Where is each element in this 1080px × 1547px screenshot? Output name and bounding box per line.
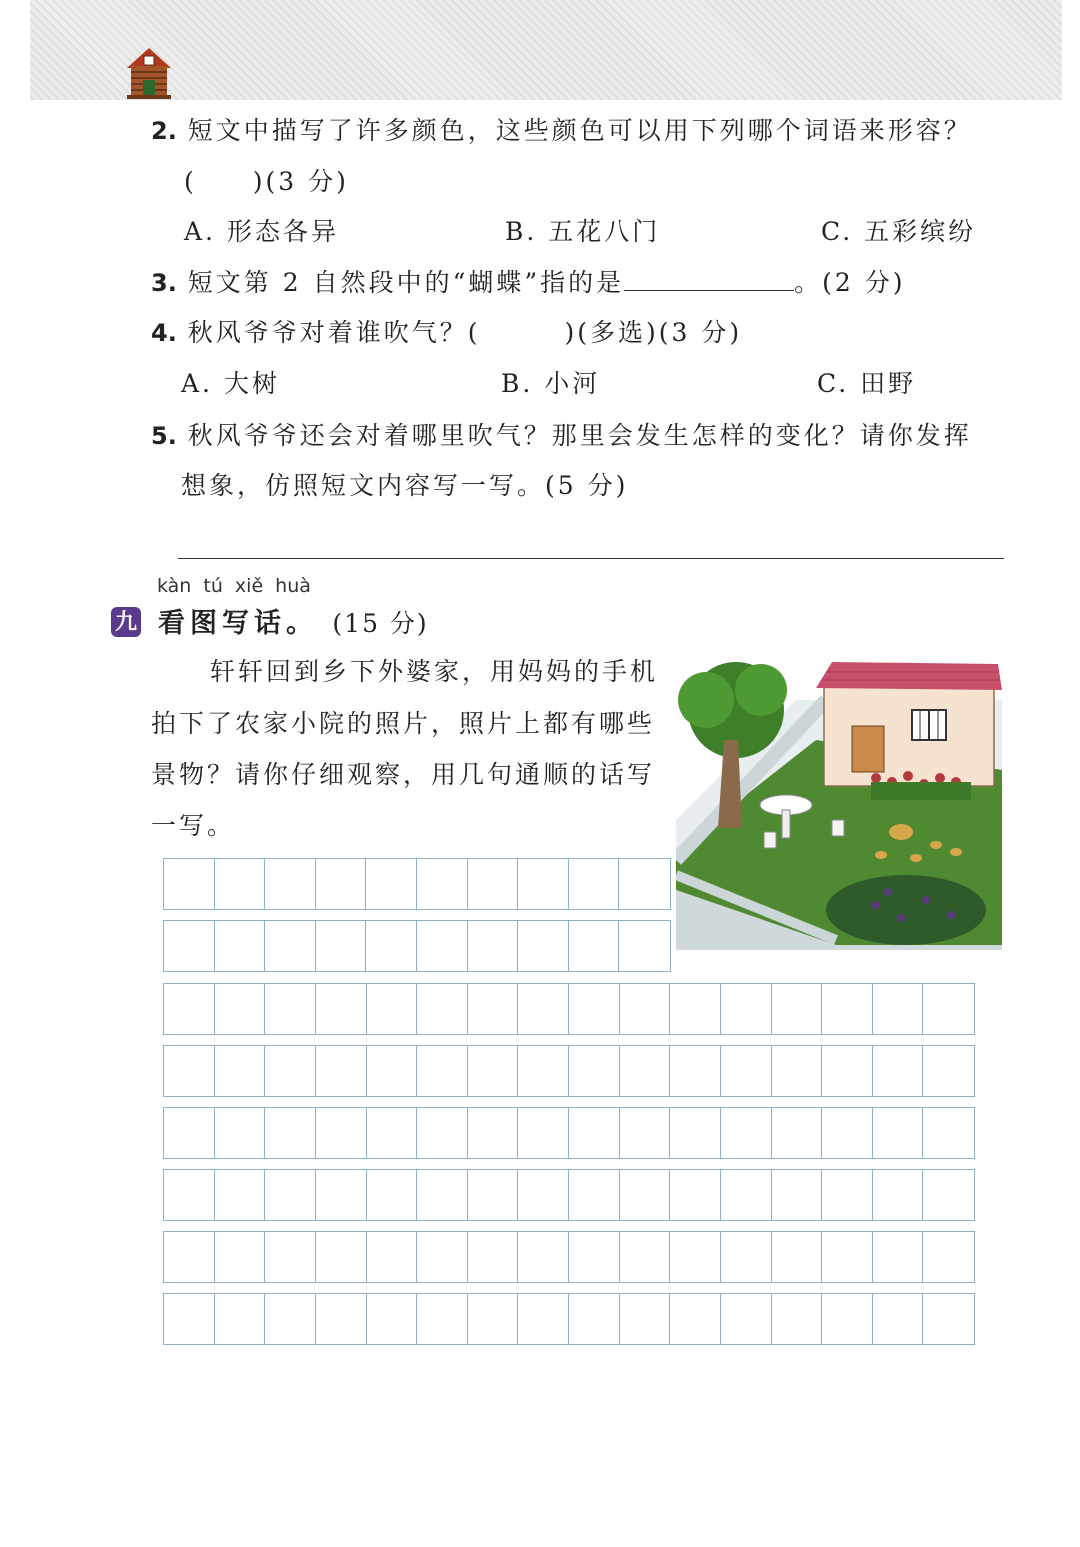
- q2-answer-paren: ( )(3 分): [184, 167, 349, 196]
- grid-cell[interactable]: [923, 1294, 974, 1344]
- grid-cell[interactable]: [367, 1294, 418, 1344]
- grid-cell[interactable]: [164, 1232, 215, 1282]
- grid-cell[interactable]: [468, 984, 519, 1034]
- grid-cell[interactable]: [670, 1046, 721, 1096]
- grid-cell[interactable]: [721, 1294, 772, 1344]
- grid-cell[interactable]: [316, 1170, 367, 1220]
- q2-option-b: B. 五花八门: [505, 217, 661, 246]
- grid-cell[interactable]: [569, 984, 620, 1034]
- grid-cell[interactable]: [620, 1294, 671, 1344]
- q5-line1: 秋风爷爷还会对着哪里吹气？那里会发生怎样的变化？请你发挥: [187, 421, 972, 450]
- writing-grid-row-3[interactable]: [163, 983, 975, 1035]
- q4-option-c: C. 田野: [817, 369, 917, 398]
- section-number-badge: 九: [111, 607, 141, 637]
- grid-cell[interactable]: [569, 1232, 620, 1282]
- grid-cell[interactable]: [164, 1170, 215, 1220]
- grid-cell[interactable]: [721, 1108, 772, 1158]
- grid-cell[interactable]: [164, 921, 215, 971]
- grid-cell[interactable]: [620, 1232, 671, 1282]
- q3-score: 。(2 分): [794, 268, 906, 297]
- grid-cell[interactable]: [468, 859, 519, 909]
- grid-cell[interactable]: [215, 859, 266, 909]
- grid-cell[interactable]: [822, 1046, 873, 1096]
- q4-text: [151, 313, 742, 349]
- grid-cell[interactable]: [164, 1108, 215, 1158]
- grid-cell[interactable]: [620, 984, 671, 1034]
- grid-cell[interactable]: [265, 984, 316, 1034]
- grid-cell[interactable]: [367, 1046, 418, 1096]
- q2-option-c: C. 五彩缤纷: [821, 217, 977, 246]
- grid-cell[interactable]: [265, 1294, 316, 1344]
- grid-cell[interactable]: [721, 1046, 772, 1096]
- grid-cell[interactable]: [923, 984, 974, 1034]
- grid-cell[interactable]: [772, 984, 823, 1034]
- q5-number: 5.: [151, 422, 177, 450]
- grid-cell[interactable]: [316, 859, 367, 909]
- grid-cell[interactable]: [417, 1294, 468, 1344]
- q4-question: 秋风爷爷对着谁吹气？( )(多选)(3 分): [187, 318, 743, 347]
- grid-cell[interactable]: [772, 1232, 823, 1282]
- grid-cell[interactable]: [316, 1294, 367, 1344]
- grid-cell[interactable]: [620, 1108, 671, 1158]
- grid-cell[interactable]: [468, 1294, 519, 1344]
- grid-cell[interactable]: [417, 1170, 468, 1220]
- writing-grid-row-2[interactable]: [163, 920, 671, 972]
- grid-cell[interactable]: [417, 921, 468, 971]
- writing-grid-row-1[interactable]: [163, 858, 671, 910]
- q3-text: [151, 263, 906, 299]
- grid-cell[interactable]: [164, 859, 215, 909]
- grid-cell[interactable]: [518, 1232, 569, 1282]
- grid-cell[interactable]: [215, 1108, 266, 1158]
- q3-question: 短文第 2 自然段中的“蝴蝶”指的是: [187, 268, 625, 297]
- grid-cell[interactable]: [670, 1232, 721, 1282]
- grid-cell[interactable]: [923, 1170, 974, 1220]
- grid-cell[interactable]: [822, 1232, 873, 1282]
- grid-cell[interactable]: [822, 1108, 873, 1158]
- grid-cell[interactable]: [367, 1170, 418, 1220]
- grid-cell[interactable]: [569, 1108, 620, 1158]
- grid-cell[interactable]: [215, 921, 266, 971]
- grid-cell[interactable]: [518, 1046, 569, 1096]
- grid-cell[interactable]: [316, 984, 367, 1034]
- grid-cell[interactable]: [367, 1108, 418, 1158]
- q2-number: 2.: [151, 117, 177, 145]
- grid-cell[interactable]: [620, 1046, 671, 1096]
- q5-line2: 想象，仿照短文内容写一写。(5 分): [181, 471, 629, 500]
- q4-option-a: A. 大树: [181, 369, 280, 398]
- q2-option-a: A. 形态各异: [184, 217, 339, 246]
- grid-cell[interactable]: [772, 1170, 823, 1220]
- writing-grid-row-6[interactable]: [163, 1169, 975, 1221]
- grid-cell[interactable]: [215, 984, 266, 1034]
- grid-cell[interactable]: [569, 1294, 620, 1344]
- q2-question: 短文中描写了许多颜色，这些颜色可以用下列哪个词语来形容？: [187, 116, 972, 145]
- grid-cell[interactable]: [518, 1294, 569, 1344]
- grid-cell[interactable]: [822, 1294, 873, 1344]
- section-score: (15 分): [332, 609, 429, 638]
- grid-cell[interactable]: [417, 1046, 468, 1096]
- grid-cell[interactable]: [265, 859, 316, 909]
- section-pinyin: kàn tú xiě huà: [157, 575, 311, 597]
- q4-number: 4.: [151, 319, 177, 347]
- grid-cell[interactable]: [215, 1232, 266, 1282]
- grid-cell[interactable]: [518, 984, 569, 1034]
- prompt-line-3: 景物？请你仔细观察，用几句通顺的话写: [151, 760, 656, 789]
- grid-cell[interactable]: [873, 1108, 924, 1158]
- grid-cell[interactable]: [265, 1170, 316, 1220]
- q2-text: [151, 111, 972, 147]
- grid-cell[interactable]: [366, 859, 417, 909]
- grid-cell[interactable]: [316, 1046, 367, 1096]
- grid-cell[interactable]: [518, 1170, 569, 1220]
- section-title-text: 看图写话。: [158, 608, 318, 639]
- grid-cell[interactable]: [417, 1232, 468, 1282]
- grid-cell[interactable]: [923, 1046, 974, 1096]
- q4-option-b: B. 小河: [501, 369, 601, 398]
- grid-cell[interactable]: [873, 1170, 924, 1220]
- grid-cell[interactable]: [619, 859, 670, 909]
- grid-cell[interactable]: [417, 1108, 468, 1158]
- grid-cell[interactable]: [772, 1108, 823, 1158]
- q3-number: 3.: [151, 269, 177, 297]
- grid-cell[interactable]: [367, 984, 418, 1034]
- grid-cell[interactable]: [468, 1108, 519, 1158]
- grid-cell[interactable]: [619, 921, 670, 971]
- writing-grid-row-7[interactable]: [163, 1231, 975, 1283]
- grid-cell[interactable]: [721, 984, 772, 1034]
- prompt-line-1: 轩轩回到乡下外婆家，用妈妈的手机: [210, 657, 659, 686]
- grid-cell[interactable]: [569, 859, 620, 909]
- grid-cell[interactable]: [215, 1294, 266, 1344]
- grid-cell[interactable]: [164, 1046, 215, 1096]
- grid-cell[interactable]: [518, 921, 569, 971]
- grid-cell[interactable]: [569, 1170, 620, 1220]
- grid-cell[interactable]: [873, 1232, 924, 1282]
- grid-cell[interactable]: [569, 1046, 620, 1096]
- prompt-line-2: 拍下了农家小院的照片，照片上都有哪些: [151, 709, 656, 738]
- section-title: [158, 601, 429, 640]
- grid-cell[interactable]: [316, 1232, 367, 1282]
- grid-cell[interactable]: [873, 1294, 924, 1344]
- grid-cell[interactable]: [367, 1232, 418, 1282]
- grid-cell[interactable]: [518, 1108, 569, 1158]
- house-icon: [124, 46, 174, 100]
- writing-grid-row-5[interactable]: [163, 1107, 975, 1159]
- writing-grid-row-8[interactable]: [163, 1293, 975, 1345]
- grid-cell[interactable]: [468, 1046, 519, 1096]
- grid-cell[interactable]: [316, 921, 367, 971]
- writing-grid-row-4[interactable]: [163, 1045, 975, 1097]
- grid-cell[interactable]: [265, 921, 316, 971]
- grid-cell[interactable]: [923, 1108, 974, 1158]
- grid-cell[interactable]: [670, 984, 721, 1034]
- grid-cell[interactable]: [569, 921, 620, 971]
- grid-cell[interactable]: [873, 984, 924, 1034]
- grid-cell[interactable]: [417, 984, 468, 1034]
- answer-line[interactable]: [178, 558, 1004, 559]
- grid-cell[interactable]: [670, 1108, 721, 1158]
- grid-cell[interactable]: [468, 1170, 519, 1220]
- grid-cell[interactable]: [670, 1294, 721, 1344]
- grid-cell[interactable]: [215, 1170, 266, 1220]
- grid-cell[interactable]: [772, 1294, 823, 1344]
- grid-cell[interactable]: [822, 984, 873, 1034]
- grid-cell[interactable]: [923, 1232, 974, 1282]
- q3-answer-blank[interactable]: [624, 270, 794, 291]
- grid-cell[interactable]: [265, 1232, 316, 1282]
- grid-cell[interactable]: [366, 921, 417, 971]
- page-header-texture: [30, 0, 1062, 100]
- grid-cell[interactable]: [468, 1232, 519, 1282]
- grid-cell[interactable]: [873, 1046, 924, 1096]
- grid-cell[interactable]: [265, 1046, 316, 1096]
- grid-cell[interactable]: [772, 1046, 823, 1096]
- grid-cell[interactable]: [265, 1108, 316, 1158]
- grid-cell[interactable]: [215, 1046, 266, 1096]
- grid-cell[interactable]: [620, 1170, 671, 1220]
- grid-cell[interactable]: [468, 921, 519, 971]
- grid-cell[interactable]: [417, 859, 468, 909]
- q5-text: [151, 416, 972, 452]
- grid-cell[interactable]: [670, 1170, 721, 1220]
- grid-cell[interactable]: [721, 1170, 772, 1220]
- farmyard-illustration: [676, 660, 1002, 950]
- grid-cell[interactable]: [164, 984, 215, 1034]
- grid-cell[interactable]: [721, 1232, 772, 1282]
- prompt-line-4: 一写。: [151, 811, 236, 840]
- grid-cell[interactable]: [316, 1108, 367, 1158]
- grid-cell[interactable]: [164, 1294, 215, 1344]
- grid-cell[interactable]: [518, 859, 569, 909]
- grid-cell[interactable]: [822, 1170, 873, 1220]
